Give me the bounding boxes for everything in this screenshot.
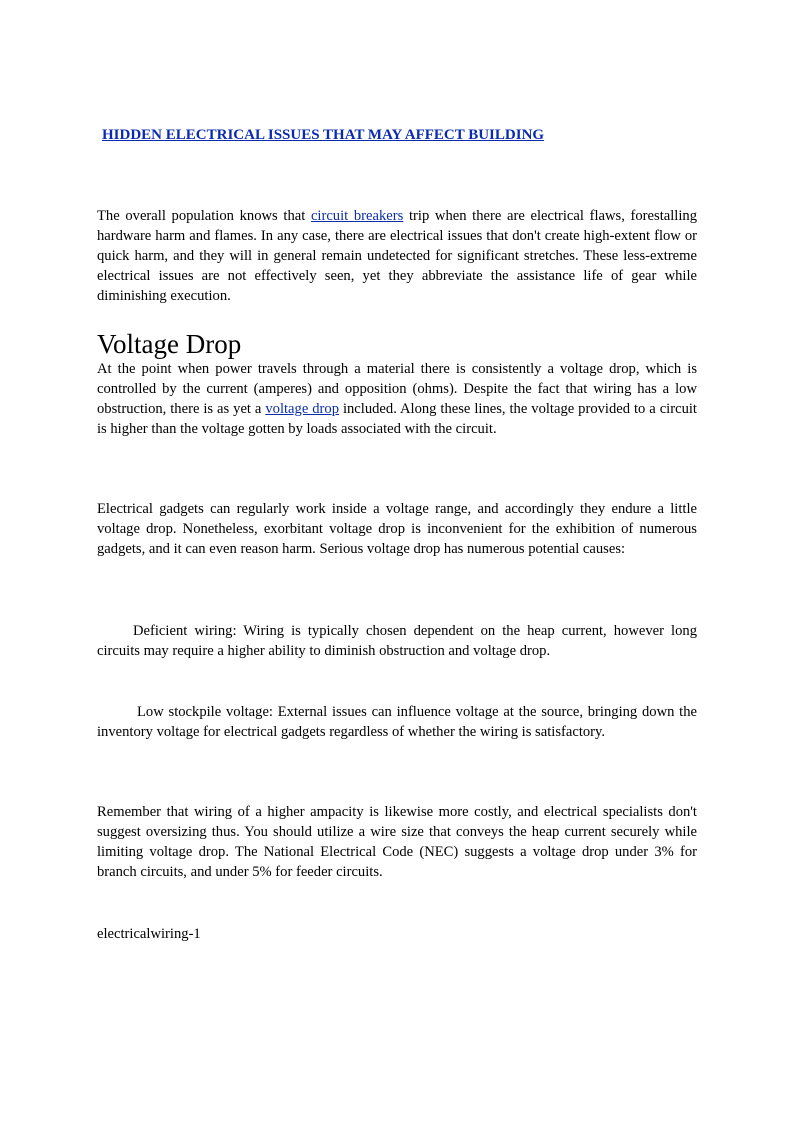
voltage-drop-paragraph: [97, 359, 697, 439]
voltage-drop-link[interactable]: voltage drop: [265, 401, 339, 417]
gadgets-paragraph: Electrical gadgets can regularly work inside a voltage range, and accordingly they endure a little voltage drop. Nonetheless, exorbitant voltage drop is inconvenient for the exhibition of numerous gadgets, and it can even reason harm. Serious voltage drop has numerous potential causes:: [97, 501, 697, 557]
circuit-breakers-link[interactable]: circuit breakers: [310, 208, 404, 224]
page-title-link[interactable]: HIDDEN ELECTRICAL ISSUES THAT MAY AFFECT BUILDING: [102, 127, 545, 143]
voltage-text-after-link: included. Along these lines, the voltage provided to a circuit is higher than the voltage gotten by loads associated with the circuit.: [97, 401, 697, 437]
remember-paragraph: Remember that wiring of a higher ampacity is likewise more costly, and electrical specialists don't suggest oversizing thus. You should utilize a wire size that conveys the heap current securely while limiting voltage drop. The National Electrical Code (NEC) suggests a voltage drop under 3% for branch circuits, and under 5% for feeder circuits.: [97, 804, 697, 880]
image-caption: electricalwiring-1: [97, 926, 201, 942]
intro-text-before-link: The overall population knows that: [97, 208, 311, 224]
cause-deficient-wiring: Deficient wiring: Wiring is typically chosen dependent on the heap current, however long circuits may require a higher ability to diminish obstruction and voltage drop.: [97, 623, 697, 659]
intro-paragraph: [97, 206, 697, 306]
voltage-text-before-link: At the point when power travels through a material there is consistently a voltage drop, which is controlled by the current (amperes) and opposition (ohms). Despite the fact that wiring has a low obstruction, there is as yet a: [97, 361, 697, 417]
intro-text-after-link: trip when there are electrical flaws, forestalling hardware harm and flames. In any case, there are electrical issues that don't create high-extent flow or quick harm, and they will in general remain undetected for significant stretches. These less-extreme electrical issues are not effectively seen, yet they abbreviate the assistance life of gear while diminishing execution.: [97, 208, 697, 304]
cause-low-stockpile-voltage: Low stockpile voltage: External issues can influence voltage at the source, bringing down the inventory voltage for electrical gadgets regardless of whether the wiring is satisfactory.: [97, 704, 697, 740]
section-title-voltage-drop: Voltage Drop: [97, 329, 242, 359]
page-title: [102, 125, 544, 145]
